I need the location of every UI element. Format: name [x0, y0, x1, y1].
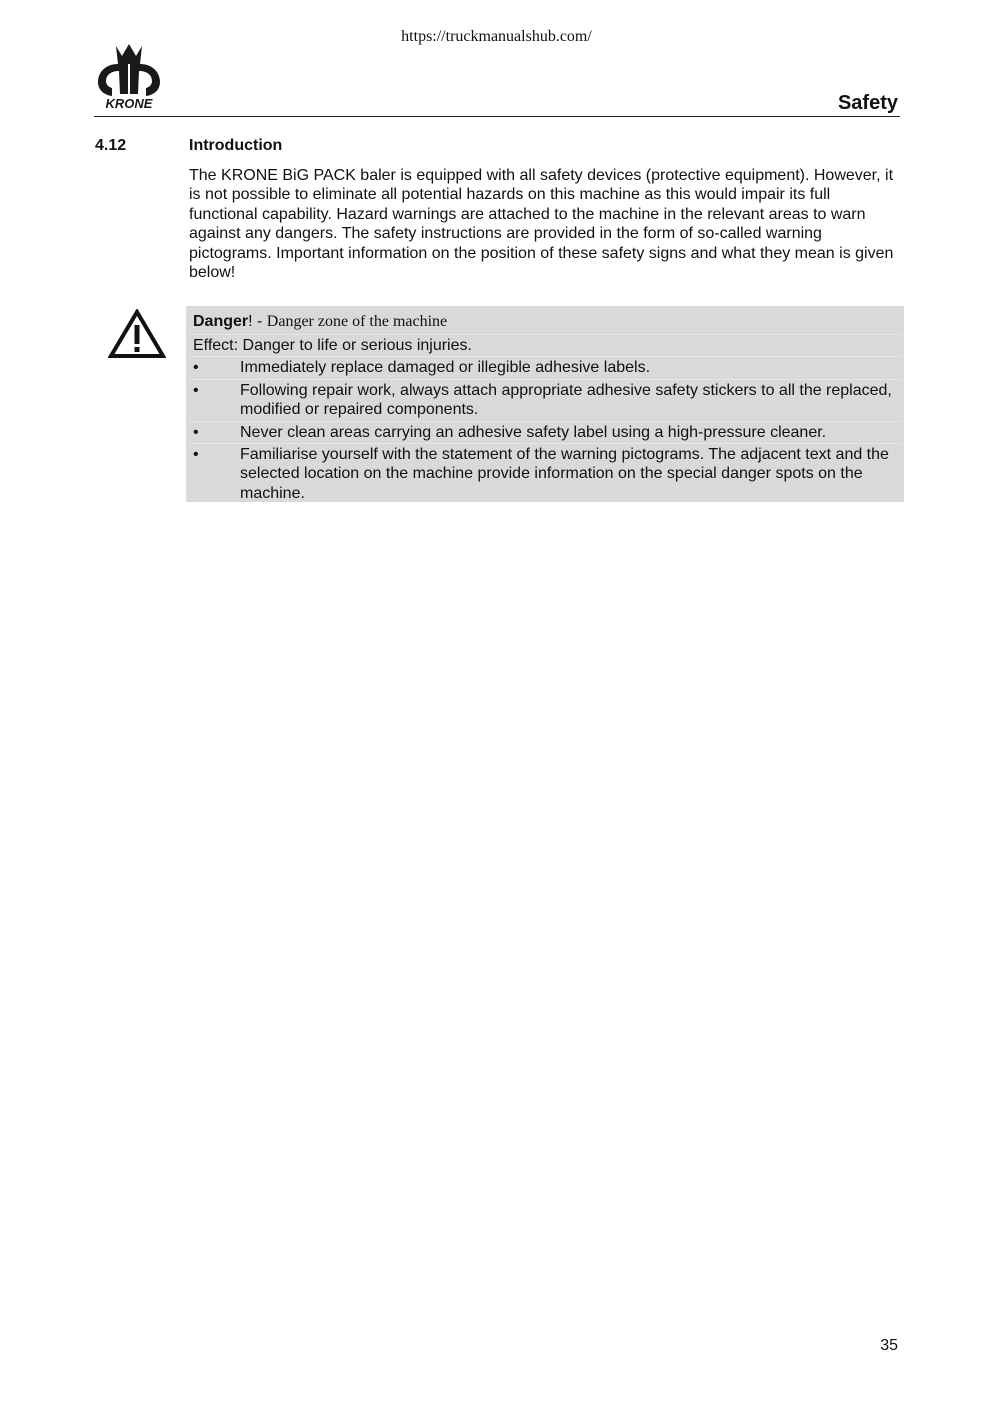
header-divider: [94, 116, 900, 117]
bullet-marker: •: [193, 424, 199, 441]
danger-row-divider: [189, 334, 901, 335]
danger-row-divider: [189, 443, 901, 444]
running-section-title: Safety: [837, 92, 898, 114]
source-url: https://truckmanualshub.com/: [401, 28, 592, 45]
danger-subtitle: Danger zone of the machine: [266, 313, 448, 330]
danger-row-divider: [189, 421, 901, 422]
intro-paragraph: The KRONE BiG PACK baler is equipped with all safety devices (protective equipment). However, it is not possible to eliminate all potential hazards on this machine as this would impair its full functional capability. Hazard warnings are attached to the machine in the relevant areas to warn against any dangers. The safety instructions are provided in the form of so-called warning pictograms. Important information on the position of these safety signs and what they mean is given below!: [189, 167, 894, 282]
page-number: 35: [880, 1337, 898, 1354]
danger-list-item: Familiarise yourself with the statement of the warning pictograms. The adjacent text and the selected location on the machine provide information on the special danger spots on the machine.: [240, 446, 889, 502]
section-number: 4.12: [95, 137, 127, 154]
danger-row-divider: [189, 356, 901, 357]
danger-effect: Effect: Danger to life or serious injuries.: [193, 337, 472, 354]
krone-logo: [94, 42, 164, 112]
bullet-marker: •: [193, 359, 199, 376]
bullet-marker: •: [193, 382, 199, 399]
section-title: Introduction: [189, 137, 283, 154]
danger-heading: [193, 312, 447, 331]
danger-row-divider: [189, 379, 901, 380]
bullet-marker: •: [193, 446, 199, 463]
svg-text:KRONE: KRONE: [105, 96, 153, 111]
danger-label: Danger: [193, 313, 249, 330]
danger-list-item: Never clean areas carrying an adhesive safety label using a high-pressure cleaner.: [240, 424, 827, 441]
danger-list-item: Immediately replace damaged or illegible adhesive labels.: [240, 359, 651, 376]
danger-list-item: Following repair work, always attach appropriate adhesive safety stickers to all the replaced, modified or repaired components.: [240, 382, 892, 419]
warning-triangle-icon: [108, 309, 166, 359]
danger-separator: ! -: [248, 313, 267, 330]
